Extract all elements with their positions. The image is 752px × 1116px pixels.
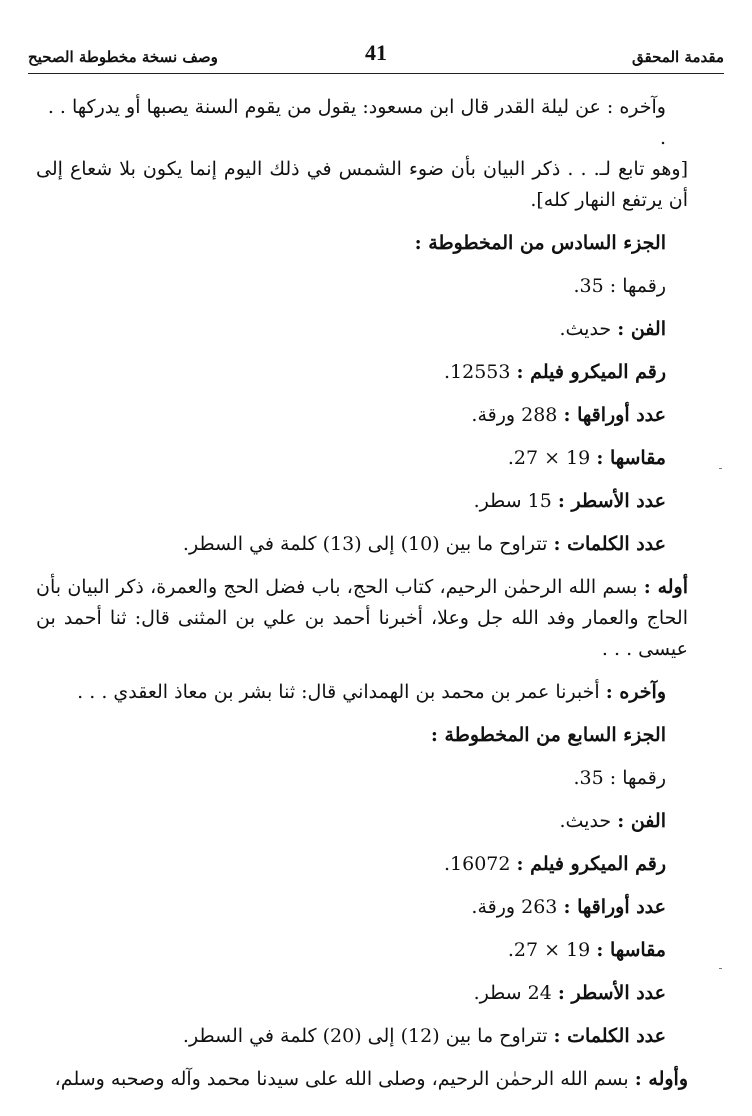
field-value: 263 ورقة. [471, 896, 558, 918]
field-label: عدد أوراقها : [563, 896, 666, 918]
field-value: حديث. [559, 810, 612, 832]
field-value: 19 × 27. [507, 939, 591, 961]
field-value: 12553. [444, 361, 511, 383]
field-label: مقاسها : [596, 939, 666, 961]
part6-beginning [36, 572, 688, 665]
part6-microfilm [36, 357, 666, 388]
field-label: رقمها : [609, 275, 666, 297]
field-label: الفن : [617, 810, 666, 832]
part7-fann [36, 806, 666, 837]
field-value: تتراوح ما بين (12) إلى (20) كلمة في السطر. [182, 1025, 548, 1047]
part6-fann [36, 314, 666, 345]
field-value: بسم الله الرحمٰن الرحيم، وصلى الله على سيدنا محمد وآله وصحبه وسلم، [54, 1068, 629, 1090]
part7-raqm [36, 763, 666, 794]
field-value: بسم الله الرحمٰن الرحيم، كتاب الحج، باب فضل الحج والعمرة، ذكر البيان بأن الحاج والعمار وفد الله جل وعلا، أخبرنا أحمد بن علي بن المثنى قال: ثنا أحمد بن عيسى . . . [36, 576, 688, 660]
field-label: عدد الكلمات : [553, 1025, 666, 1047]
field-label: الفن : [617, 318, 666, 340]
field-value: تتراوح ما بين (10) إلى (13) كلمة في السطر. [182, 533, 548, 555]
part6-heading: الجزء السادس من المخطوطة : [414, 232, 666, 254]
field-value: حديث. [559, 318, 612, 340]
header-left-title: وصف نسخة مخطوطة الصحيح [28, 48, 218, 66]
field-value: 16072. [444, 853, 511, 875]
field-value: 35. [573, 767, 604, 789]
page-body [36, 92, 688, 1095]
part7-microfilm [36, 849, 666, 880]
intro-line-1: وآخره : عن ليلة القدر قال ابن مسعود: يقول من يقوم السنة يصبها أو يدركها . . . [47, 96, 666, 149]
part6-size [36, 443, 666, 474]
field-value: 15 سطر. [473, 490, 552, 512]
page-number: 41 [365, 40, 387, 65]
field-label: أوله : [643, 576, 688, 598]
field-label: وأوله : [634, 1068, 688, 1090]
part6-ending [36, 677, 666, 708]
field-label: عدد الأسطر : [557, 982, 666, 1004]
part7-lines [36, 978, 666, 1009]
part6-leaves [36, 400, 666, 431]
field-value: 24 سطر. [473, 982, 552, 1004]
field-label: وآخره : [605, 681, 666, 703]
margin-mark [719, 468, 722, 469]
margin-mark [719, 968, 722, 969]
part7-heading: الجزء السابع من المخطوطة : [430, 724, 666, 746]
part6-lines [36, 486, 666, 517]
header-rule [28, 73, 724, 74]
header-right-title: مقدمة المحقق [632, 48, 724, 66]
part7-size [36, 935, 666, 966]
field-label: رقم الميكرو فيلم : [516, 853, 666, 875]
part6-raqm [36, 271, 666, 302]
part7-beginning [36, 1064, 688, 1095]
field-label: عدد الأسطر : [557, 490, 666, 512]
field-value: 288 ورقة. [471, 404, 558, 426]
part6-words [36, 529, 666, 560]
field-label: مقاسها : [596, 447, 666, 469]
field-value: أخبرنا عمر بن محمد بن الهمداني قال: ثنا بشر بن معاذ العقدي . . . [77, 681, 600, 703]
field-label: رقم الميكرو فيلم : [516, 361, 666, 383]
page-header [28, 40, 724, 70]
field-label: عدد الكلمات : [553, 533, 666, 555]
field-value: 19 × 27. [507, 447, 591, 469]
part7-leaves [36, 892, 666, 923]
field-label: رقمها : [609, 767, 666, 789]
intro-line-2: [وهو تابع لـ. . . ذكر البيان بأن ضوء الشمس في ذلك اليوم إنما يكون بلا شعاع إلى أن يرتفع النهار كله]. [36, 158, 688, 211]
field-value: 35. [573, 275, 604, 297]
field-label: عدد أوراقها : [563, 404, 666, 426]
part7-words [36, 1021, 666, 1052]
